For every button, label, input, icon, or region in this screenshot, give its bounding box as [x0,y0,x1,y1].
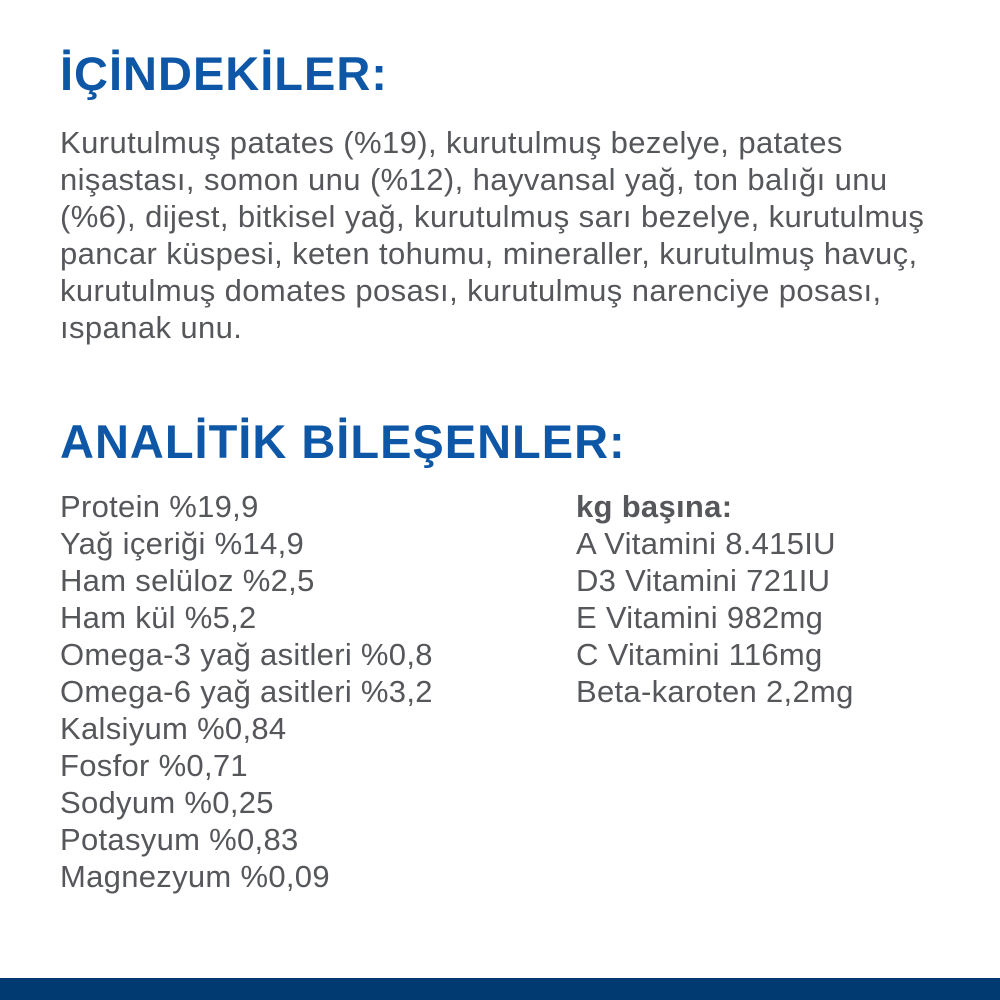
composition-item: Ham kül %5,2 [60,600,257,635]
composition-item: Ham selüloz %2,5 [60,563,315,598]
composition-item: Yağ içeriği %14,9 [60,526,305,561]
per-kg-item: E Vitamini 982mg [576,600,824,635]
footer-accent-bar [0,978,1000,1000]
per-kg-block [576,488,976,710]
per-kg-item: D3 Vitamini 721IU [576,563,831,598]
per-kg-item: Beta-karoten 2,2mg [576,674,854,709]
composition-item: Protein %19,9 [60,489,259,524]
per-kg-heading: kg başına: [576,489,733,524]
composition-item: Sodyum %0,25 [60,785,274,820]
analytics-heading: ANALİTİK BİLEŞENLER: [60,415,626,468]
composition-item: Kalsiyum %0,84 [60,711,287,746]
per-kg-item: A Vitamini 8.415IU [576,526,836,561]
composition-item: Omega-6 yağ asitleri %3,2 [60,674,433,709]
composition-item: Potasyum %0,83 [60,822,299,857]
per-kg-list [576,525,976,710]
ingredients-text: Kurutulmuş patates (%19), kurutulmuş bezelye, patates nişastası, somon unu (%12), hayvansal yağ, ton balığı unu (%6), dijest, bitkisel yağ, kurutulmuş sarı bezelye, kurutulmuş pancar küspesi, keten tohumu, mineraller, kurutulmuş havuç, kurutulmuş domates posası, kurutulmuş narenciye posası, ıspanak unu. [60,125,925,345]
ingredients-heading: İÇİNDEKİLER: [60,47,388,100]
composition-item: Magnezyum %0,09 [60,859,330,894]
composition-list [60,488,560,895]
per-kg-item: C Vitamini 116mg [576,637,823,672]
composition-item: Omega-3 yağ asitleri %0,8 [60,637,433,672]
composition-item: Fosfor %0,71 [60,748,248,783]
